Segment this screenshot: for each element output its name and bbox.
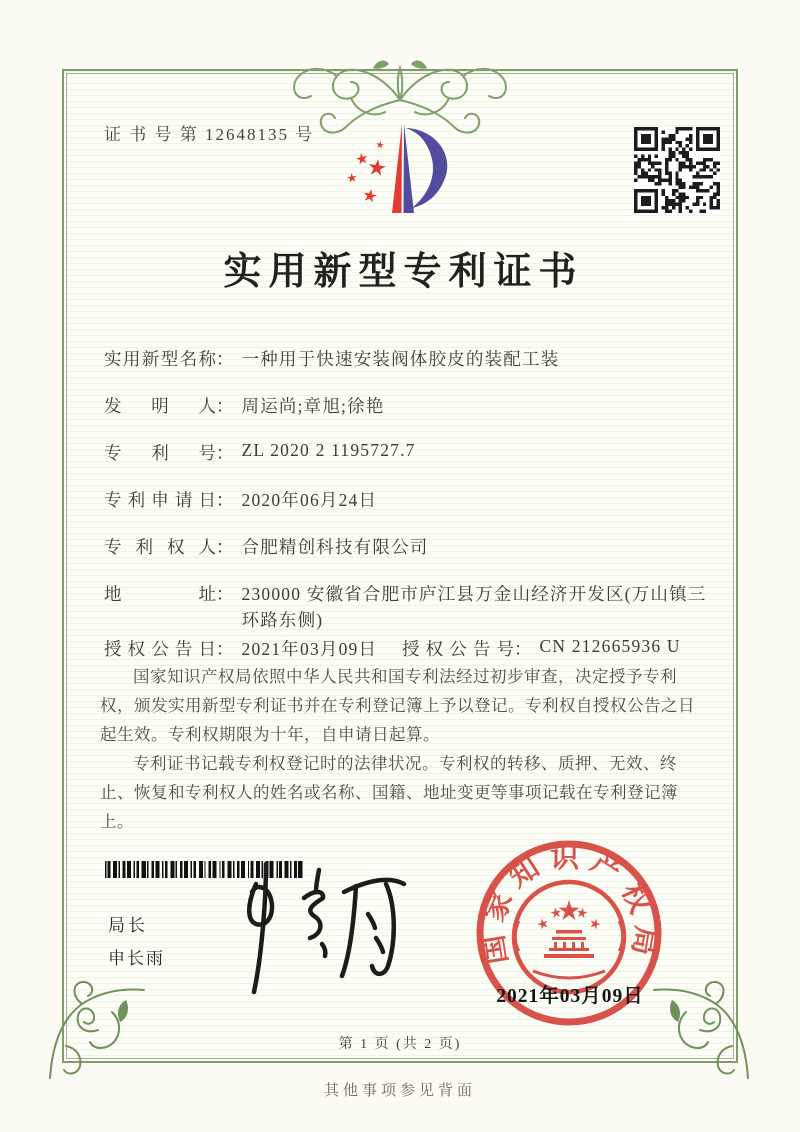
qr-code — [634, 127, 720, 213]
page-number: 第 1 页 (共 2 页) — [338, 1037, 462, 1052]
field-label: 专利申请日 — [104, 490, 216, 510]
field-label: 发明人 — [104, 396, 216, 416]
back-side-note: 其他事项参见背面 — [323, 1083, 476, 1099]
seal-ring-text: 国家知识产权局 — [476, 841, 662, 967]
field-value: CN 212665936 U — [539, 636, 681, 656]
field-label: 专利权人 — [104, 537, 216, 557]
national-emblem-icon — [514, 882, 624, 992]
field-row-address — [104, 581, 716, 633]
field-label: 授权公告号 — [402, 639, 514, 659]
field-value: 一种用于快速安装阀体胶皮的装配工装 — [241, 349, 560, 369]
certificate-number: 证 书 号 第 12648135 号 — [104, 125, 315, 144]
field-value: 合肥精创科技有限公司 — [241, 537, 429, 557]
field-colon: ： — [514, 639, 532, 659]
legal-paragraph-1: 国家知识产权局依照中华人民共和国专利法经过初步审查，决定授予专利权，颁发实用新型专利证书并在专利登记簿上予以登记。专利权自授权公告之日起生效。专利权期限为十年，自申请日起算。 — [100, 667, 695, 744]
field-colon: ： — [216, 537, 234, 557]
field-colon: ： — [216, 443, 234, 463]
field-value: 2021年03月09日 — [241, 639, 378, 659]
commissioner-name: 申长雨 — [108, 949, 165, 968]
commissioner-signature — [226, 858, 411, 998]
commissioner-title: 局长 — [108, 916, 148, 935]
field-label: 专利号 — [104, 443, 216, 463]
field-value: 230000 安徽省合肥市庐江县万金山经济开发区(万山镇三环路东侧) — [241, 584, 707, 630]
field-label: 实用新型名称 — [104, 349, 216, 369]
cnipa-logo-icon — [336, 110, 466, 222]
field-value: 周运尚;章旭;徐艳 — [241, 396, 385, 416]
certificate-title: 实用新型专利证书 — [223, 251, 584, 293]
field-row-inventor — [104, 393, 385, 418]
field-colon: ： — [216, 490, 234, 510]
field-row-patentee — [104, 534, 429, 559]
legal-paragraph-2: 专利证书记载专利权登记时的法律状况。专利权的转移、质押、无效、终止、恢复和专利权人的姓名或名称、国籍、地址变更等事项记载在专利登记簿上。 — [100, 754, 678, 831]
field-row-grant — [104, 636, 681, 661]
field-label: 授权公告日 — [104, 639, 216, 659]
field-row-name — [104, 346, 559, 371]
field-row-patent-no — [104, 440, 416, 465]
field-colon: ： — [216, 396, 234, 416]
field-pair-grant-no — [402, 636, 681, 661]
field-label: 地址 — [104, 584, 216, 604]
field-row-filing-date — [104, 487, 377, 512]
field-value: 2020年06月24日 — [241, 490, 378, 510]
field-colon: ： — [216, 639, 234, 659]
legal-text — [100, 662, 706, 836]
field-colon: ： — [216, 584, 234, 604]
seal-date: 2021年03月09日 — [496, 986, 644, 1007]
field-value: ZL 2020 2 1195727.7 — [241, 440, 416, 460]
field-colon: ： — [216, 349, 234, 369]
